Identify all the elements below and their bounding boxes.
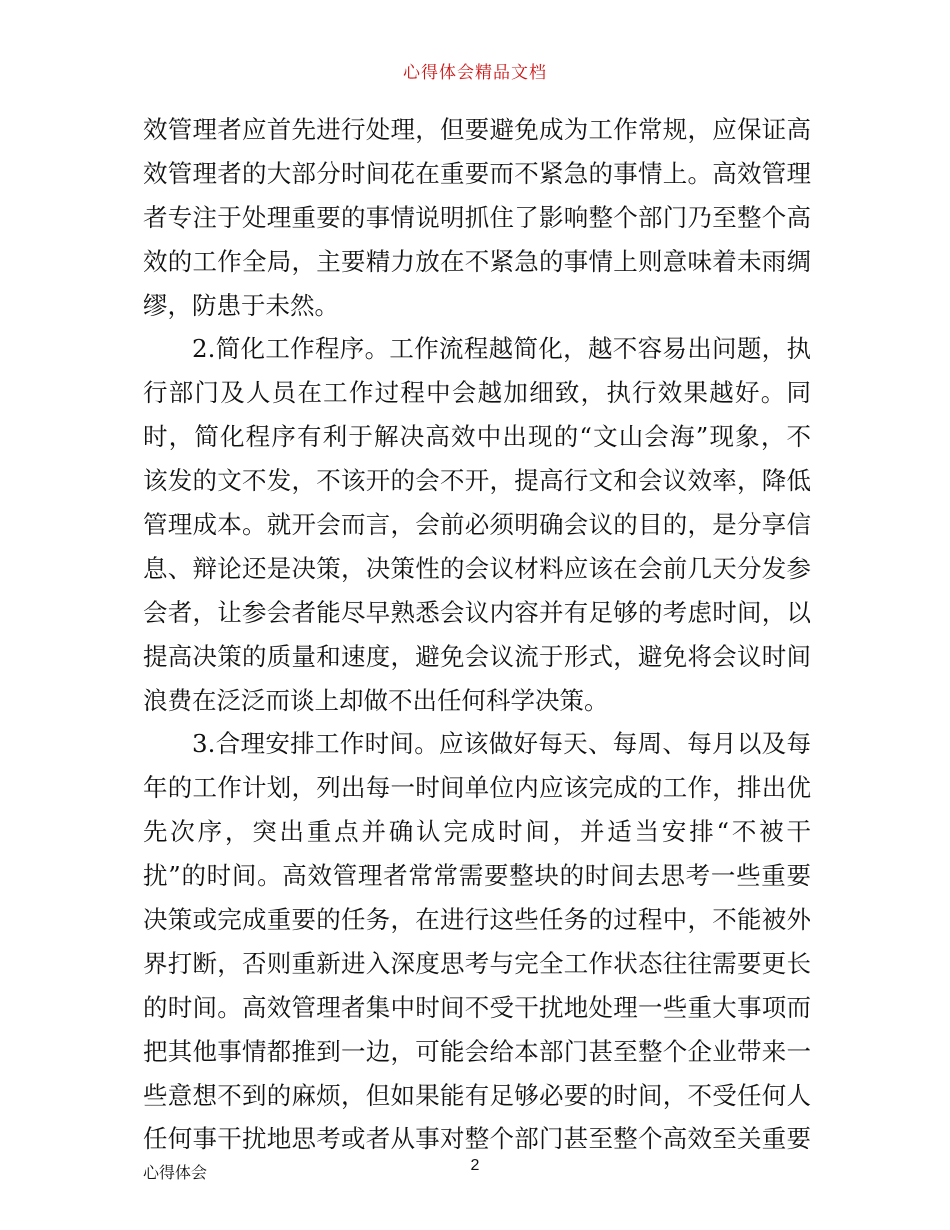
text-line: 任何事干扰地思考或者从事对整个部门甚至整个高效至关重要 xyxy=(143,1124,811,1154)
text-line: 界打断，否则重新进入深度思考与完全工作状态往往需要更长 xyxy=(143,948,811,978)
text-line: 缪，防患于未然。 xyxy=(143,290,339,320)
text-line: 时，简化程序有利于解决高效中出现的“文山会海”现象，不 xyxy=(143,422,811,452)
text-line: 先次序，突出重点并确认完成时间，并适当安排“不被干 xyxy=(143,817,811,847)
text-line: 息、辩论还是决策，决策性的会议材料应该在会前几天分发参 xyxy=(143,553,811,583)
text-line: 浪费在泛泛而谈上却做不出任何科学决策。 xyxy=(143,685,609,715)
text-line: 些意想不到的麻烦，但如果能有足够必要的时间，不受任何人 xyxy=(143,1080,811,1110)
text-line: 该发的文不发，不该开的会不开，提高行文和会议效率，降低 xyxy=(143,466,811,496)
footer-label: 心得体会 xyxy=(143,1163,208,1182)
text-line: 管理成本。就开会而言，会前必须明确会议的目的，是分享信 xyxy=(143,510,811,540)
text-line: 年的工作计划，列出每一时间单位内应该完成的工作，排出优 xyxy=(143,773,811,803)
paragraph-start-line: 2.简化工作程序。工作流程越简化，越不容易出问题，执 xyxy=(192,334,811,364)
text-line: 效管理者应首先进行处理，但要避免成为工作常规，应保证高 xyxy=(143,115,811,144)
document-body xyxy=(143,108,811,1161)
text-line: 提高决策的质量和速度，避免会议流于形式，避免将会议时间 xyxy=(143,641,811,671)
text-line: 行部门及人员在工作过程中会越加细致，执行效果越好。同 xyxy=(143,378,811,408)
text-line: 决策或完成重要的任务，在进行这些任务的过程中，不能被外 xyxy=(143,905,811,935)
page-number: 2 xyxy=(470,1157,480,1174)
text-line: 的时间。高效管理者集中时间不受干扰地处理一些重大事项而 xyxy=(143,992,811,1022)
text-line: 会者，让参会者能尽早熟悉会议内容并有足够的考虑时间，以 xyxy=(143,597,811,627)
text-line: 效管理者的大部分时间花在重要而不紧急的事情上。高效管理 xyxy=(143,158,811,188)
text-line: 效的工作全局，主要精力放在不紧急的事情上则意味着未雨绸 xyxy=(143,246,811,276)
text-line: 者专注于处理重要的事情说明抓住了影响整个部门乃至整个高 xyxy=(143,202,811,232)
text-line: 扰”的时间。高效管理者常常需要整块的时间去思考一些重要 xyxy=(143,861,811,891)
paragraph-start-line: 3.合理安排工作时间。应该做好每天、每周、每月以及每 xyxy=(192,729,811,759)
text-line: 把其他事情都推到一边，可能会给本部门甚至整个企业带来一 xyxy=(143,1036,811,1066)
page-header-title: 心得体会精品文档 xyxy=(403,63,547,83)
